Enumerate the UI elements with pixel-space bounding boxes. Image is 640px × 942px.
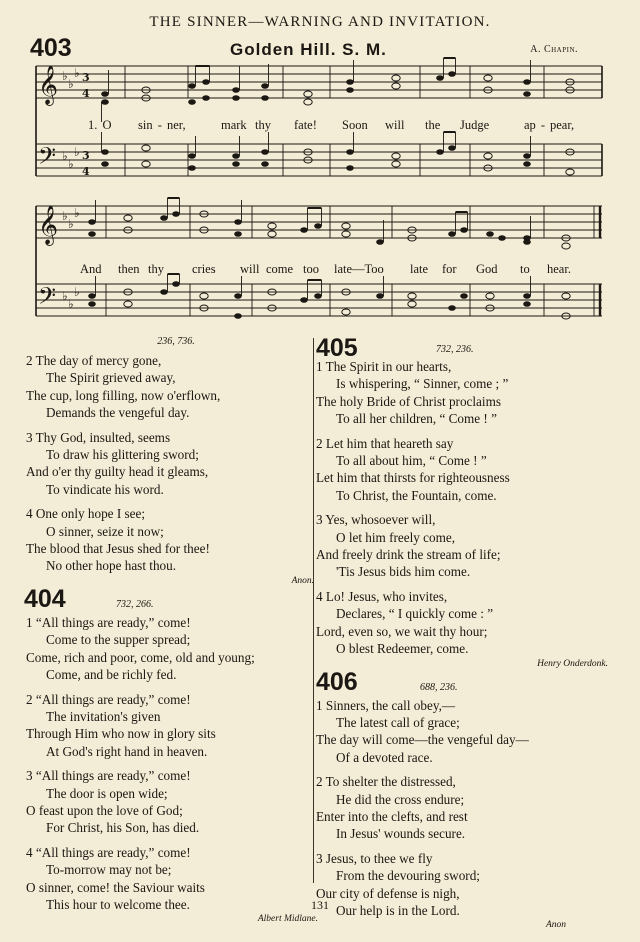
svg-text:♭: ♭ bbox=[68, 217, 74, 231]
svg-text:𝄞: 𝄞 bbox=[38, 205, 59, 245]
stanza-405-2: 2 Let him that heareth say To all about him, “ Come ! ” Let him that thirsts for righteousness To Christ, the Fountain, come. bbox=[316, 435, 510, 503]
svg-text:♭: ♭ bbox=[62, 289, 68, 303]
hymn-number-404: 404 bbox=[24, 584, 66, 613]
svg-text:♭: ♭ bbox=[62, 209, 68, 223]
hymn-number-406: 406 bbox=[316, 667, 358, 696]
svg-text:♭: ♭ bbox=[68, 157, 74, 171]
stanza-404-3: 3 “All things are ready,” come! The door is open wide; O feast upon the love of God; For Christ, his Son, has died. bbox=[26, 768, 200, 836]
svg-text:4: 4 bbox=[82, 87, 90, 100]
svg-text:♭: ♭ bbox=[62, 69, 68, 83]
stanza-405-4: 4 Lo! Jesus, who invites, Declares, “ I quickly come : ” Lord, even so, we wait thy hour; O blest Redeemer, come. bbox=[316, 588, 494, 657]
stanza-405-3: 3 Yes, whosoever will, O let him freely come, And freely drink the stream of life; 'Tis Jesus bids him come. bbox=[316, 512, 501, 580]
hymn-404-attribution: Albert Midlane. bbox=[257, 914, 318, 925]
hymn-406-meta: 688, 236. bbox=[420, 681, 458, 693]
svg-text:𝄞: 𝄞 bbox=[38, 65, 59, 105]
hymn-number-403: 403 bbox=[30, 34, 72, 62]
hymn-403-attribution: Anon. bbox=[291, 575, 314, 586]
hymn-number-405: 405 bbox=[316, 334, 358, 362]
hymn-406-attribution: Anon bbox=[545, 920, 566, 931]
tune-title: Golden Hill. S. M. bbox=[230, 40, 387, 59]
right-column bbox=[316, 336, 616, 931]
svg-text:♭: ♭ bbox=[74, 66, 80, 80]
composer: A. Chapin. bbox=[530, 44, 578, 55]
stanza-405-1: 1 The Spirit in our hearts, Is whispering, “ Sinner, come ; ” The holy Bride of Christ proclaims To all her children, “ Come ! ” bbox=[316, 359, 509, 427]
stanza-403-4: 4 One only hope I see; O sinner, seize it now; The blood that Jesus shed for thee! No other hope hast thou. bbox=[26, 506, 210, 574]
stanza-404-4: 4 “All things are ready,” come! To-morrow may not be; O sinner, come! the Saviour waits This hour to welcome thee. bbox=[26, 844, 205, 912]
svg-text:𝄢: 𝄢 bbox=[38, 282, 57, 315]
svg-text:3: 3 bbox=[82, 149, 90, 162]
svg-text:♭: ♭ bbox=[74, 145, 80, 159]
hymn-405-meta: 732, 236. bbox=[436, 344, 474, 355]
svg-text:𝄢: 𝄢 bbox=[38, 142, 57, 175]
svg-text:♭: ♭ bbox=[68, 77, 74, 91]
svg-text:♭: ♭ bbox=[62, 149, 68, 163]
stanza-406-1: 1 Sinners, the call obey,— The latest call of grace; The day will come—the vengeful day— Of a devoted race. bbox=[316, 697, 529, 765]
stanza-406-3: 3 Jesus, to thee we fly From the devouring sword; Our city of defense is nigh, Our help is in the Lord. bbox=[316, 850, 480, 918]
svg-text:3: 3 bbox=[82, 71, 90, 84]
hymn-405-attribution: Henry Onderdonk. bbox=[537, 658, 608, 669]
hymn-405-header bbox=[316, 334, 616, 362]
left-column bbox=[26, 332, 326, 925]
hymn-404-header bbox=[24, 584, 326, 614]
running-head: THE SINNER—WARNING AND INVITATION. bbox=[149, 14, 491, 30]
svg-text:4: 4 bbox=[82, 165, 90, 178]
svg-text:♭: ♭ bbox=[74, 206, 80, 220]
page-number: 131 bbox=[311, 898, 329, 912]
svg-text:♭: ♭ bbox=[68, 297, 74, 311]
stanza-403-2: 2 The day of mercy gone, The Spirit grieved away, The cup, long filling, now o'erflown, Demands the vengeful day. bbox=[26, 353, 221, 421]
stanza-406-2: 2 To shelter the distressed, He did the cross endure; Enter into the clefts, and rest In Jesus' wounds secure. bbox=[316, 774, 468, 842]
stanza-403-3: 3 Thy God, insulted, seems To draw his glittering sword; And o'er thy guilty head it gleams, To vindicate his word. bbox=[26, 429, 209, 497]
stanza-404-1: 1 “All things are ready,” come! Come to the supper spread; Come, rich and poor, come, old and young; Come, and be richly fed. bbox=[26, 614, 255, 683]
svg-text:♭: ♭ bbox=[74, 285, 80, 299]
hymn-403-meta: 236, 736. bbox=[157, 336, 195, 347]
hymn-406-header bbox=[316, 667, 616, 697]
hymn-404-meta: 732, 266. bbox=[116, 598, 154, 610]
stanza-404-2: 2 “All things are ready,” come! The invitation's given Through Him who now in glory sits At God's right hand in heaven. bbox=[26, 691, 216, 759]
hymnal-page: THE SINNER—WARNING AND INVITATION. 403 Golden Hill. S. M. A. Chapin. 𝄞 𝄢 ♭ ♭ ♭ ♭ ♭ ♭ 3 4 3 4 1. O sin - ner, mark thy fate! Soon will the Judge ap - pear, 𝄞 𝄢 ♭ ♭ ♭ ♭ ♭ ♭ And then thy cries will come too late—Too late for God to hear. 236, 736. 2 The day of mercy gone, The Spirit grieved away, The cup, long filling, now o'erflown, Demands the vengeful day. 3 Thy God, insulted, seems To draw his glittering sword; And o'er thy guilty head it gleams, To vindicate his word. 4 One only hope I see; O sinner, seize it now; The blood that Jesus shed for thee! No other hope hast thou. Anon. 404 732, 266. 1 “All things are ready,” come! Come to the supper spread; Come, rich and poor, come, old and young; Come, and be richly fed. 2 “All things are ready,” come! The invitation's given Through Him who now in glory sits At God's right hand in heaven. 3 “All things are ready,” come! The door is open wide; O feast upon the love of God; For Christ, his Son, has died. 4 “All things are ready,” come! To-morrow may not be; O sinner, come! the Saviour waits This hour to welcome thee. Albert Midlane. 405 732, 236. 1 The Spirit in our hearts, Is whispering, “ Sinner, come ; ” The holy Bride of Christ proclaims To all her children, “ Come ! ” 2 Let him that heareth say To all about him, “ Come ! ” Let him that thirsts for righteousness To Christ, the Fountain, come. 3 Yes, whosoever will, O let him freely come, And freely drink the stream of life; 'Tis Jesus bids him come. 4 Lo! Jesus, who invites, Declares, “ I quickly come : ” Lord, even so, we wait thy hour; O blest Redeemer, come. Henry Onderdonk. 406 688, 236. 1 Sinners, the call obey,— The latest call of grace; The day will come—the vengeful day— Of a devoted race. 2 To shelter the distressed, He did the cross endure; Enter into the clefts, and rest In Jesus' wounds secure. 3 Jesus, to thee we fly From the devouring sword; Our city of defense is nigh, Our help is in the Lord. Anon 131 bbox=[0, 0, 640, 942]
